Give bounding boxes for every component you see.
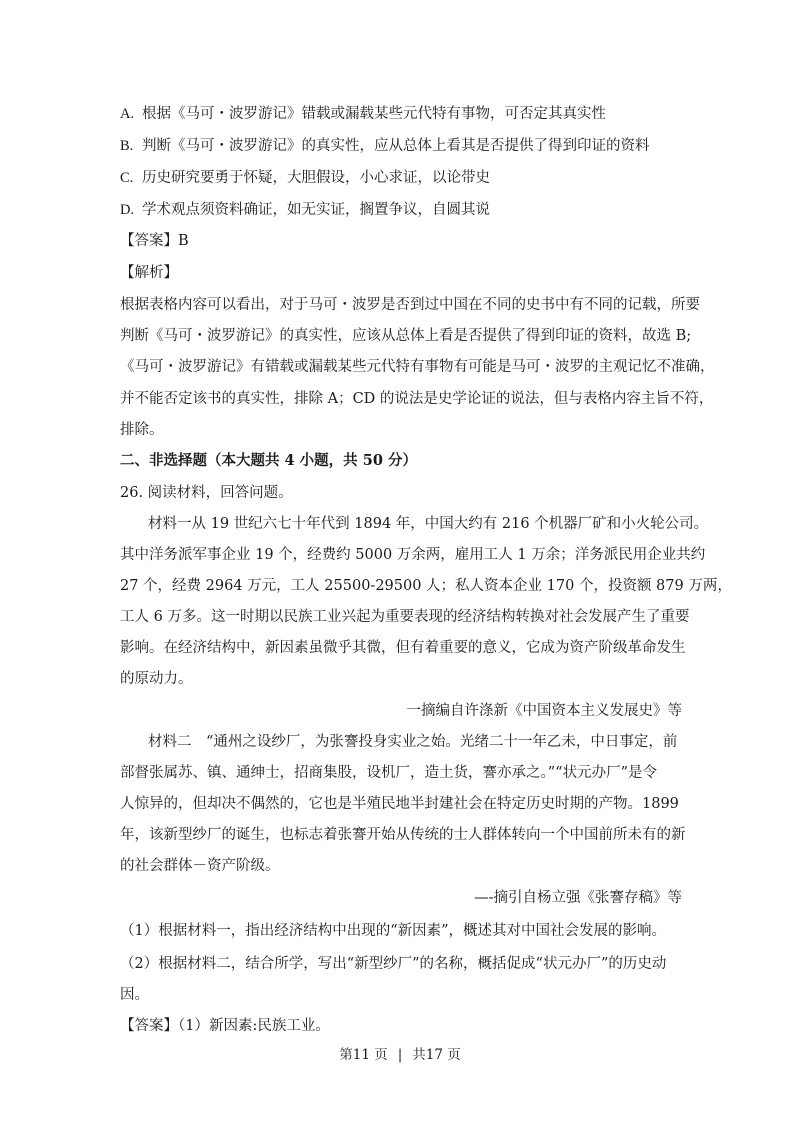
option-text: 判断《马可・波罗游记》的真实性，应从总体上看其是否提供了得到印证的资料 (142, 138, 650, 154)
analysis-line: 排除。 (120, 422, 164, 438)
question-stem: 26. 阅读材料，回答问题。 (120, 485, 293, 501)
material1-line: 的原动力。 (120, 671, 193, 687)
option-a (120, 104, 690, 124)
material2-line: 年，该新型纱厂的诞生，也标志着张謇开始从传统的士人群体转向一个中国前所未有的新 (120, 827, 686, 843)
material1-line: 其中洋务派军事企业 19 个，经费约 5000 万余两，雇用工人 1 万余；洋务派民用企业共约 (120, 547, 706, 563)
sub-question: 因。 (120, 987, 149, 1003)
material2-line: 的社会群体－资产阶级。 (120, 858, 280, 874)
analysis-line: 根据表格内容可以看出，对于马可・波罗是否到过中国在不同的史书中有不同的记载，所要 (120, 297, 700, 313)
option-letter: C. (120, 170, 134, 186)
sub-question: （1）根据材料一，指出经济结构中出现的“新因素”，概述其对中国社会发展的影响。 (120, 923, 667, 939)
page-total: 共17 页 (412, 1047, 461, 1063)
material2-source: —-摘引自杨立强《张謇存稿》等 (474, 890, 682, 906)
material2-line: 人惊异的，但却决不偶然的，它也是半殖民地半封建社会在特定历史时期的产物。1899 (120, 796, 679, 812)
option-c (120, 168, 690, 188)
material1-line: 影响。在经济结构中，新因素虽微乎其微，但有着重要的意义，它成为资产阶级革命发生 (120, 640, 686, 656)
material1-source: 一摘编自许涤新《中国资本主义发展史》等 (406, 703, 682, 719)
answer-label: 【答案】（1）新因素:民族工业。 (120, 1018, 330, 1034)
analysis-label: 【解析】 (120, 265, 178, 281)
option-text: 根据《马可・波罗游记》错载或漏载某些元代特有事物，可否定其真实性 (142, 106, 606, 122)
material2-line: 部督张属苏、镇、通绅士，招商集股，设机厂，造土货，謇亦承之。”“状元办厂”是令 (120, 765, 657, 781)
footer-separator: | (397, 1047, 403, 1063)
analysis-line: 《马可・波罗游记》有错载或漏载某些元代特有事物有可能是马可・波罗的主观记忆不准确， (120, 359, 715, 375)
analysis-line: 并不能否定该书的真实性，排除 A；CD 的说法是史学论证的说法，但与表格内容主旨不符， (120, 391, 714, 407)
option-letter: A. (120, 106, 135, 122)
analysis-line: 判断《马可・波罗游记》的真实性，应该从总体上看是否提供了得到印证的资料，故选 B; (120, 328, 692, 344)
material1-line: 材料一从 19 世纪六七十年代到 1894 年，中国大约有 216 个机器厂矿和小火轮公司。 (148, 516, 709, 532)
page-footer (0, 1046, 800, 1064)
sub-question: （2）根据材料二，结合所学，写出“新型纱厂”的名称，概括促成“状元办厂”的历史动 (120, 956, 667, 972)
option-text: 历史研究要勇于怀疑，大胆假设，小心求证，以论带史 (142, 170, 490, 186)
option-letter: D. (120, 202, 135, 218)
option-b (120, 136, 690, 156)
option-d (120, 200, 690, 220)
material1-line: 工人 6 万多。这一时期以民族工业兴起为重要表现的经济结构转换对社会发展产生了重要 (120, 609, 690, 625)
option-letter: B. (120, 138, 134, 154)
material2-line: 材料二 “通州之设纱厂，为张謇投身实业之始。光绪二十一年乙未，中日事定，前 (148, 734, 678, 750)
material1-line: 27 个，经费 2964 万元，工人 25500-29500 人；私人资本企业 170 个，投资额 879 万两， (120, 578, 732, 594)
answer-label: 【答案】B (120, 233, 189, 249)
page-number: 第11 页 (339, 1047, 388, 1063)
option-text: 学术观点须资料确证，如无实证，搁置争议，自圆其说 (142, 202, 490, 218)
section-heading: 二、非选择题（本大题共 4 小题，共 50 分） (120, 452, 417, 469)
